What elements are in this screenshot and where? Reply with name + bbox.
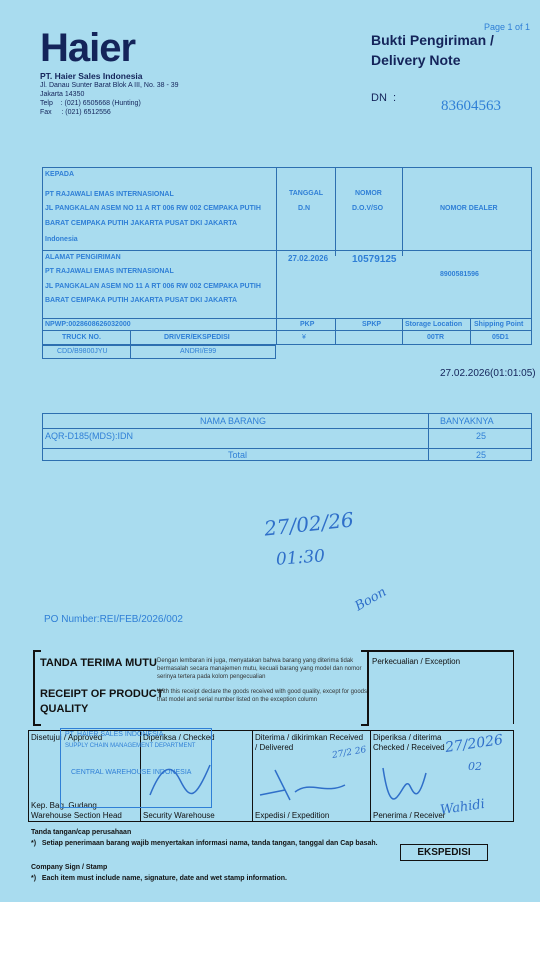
- dealer-label: NOMOR DEALER: [440, 205, 498, 212]
- col-banyaknya: BANYAKNYA: [440, 416, 494, 426]
- pkp-label: PKP: [300, 321, 315, 328]
- receiver-name-handwritten: Wahidi: [439, 796, 486, 819]
- consignee-name: PT RAJAWALI EMAS INTERNASIONAL: [45, 191, 174, 198]
- company-city: Jakarta 14350: [40, 91, 85, 98]
- shipping-point-value: 05D1: [492, 334, 509, 341]
- col-nama-barang: NAMA BARANG: [200, 416, 267, 426]
- sig-approved-label: Disetujui / Approved: [31, 733, 103, 742]
- handwritten-receive-date-2: 02: [468, 760, 482, 773]
- copy-label-ekspedisi: EKSPEDISI: [400, 844, 488, 861]
- truck-label: TRUCK NO.: [62, 334, 101, 341]
- driver-name: ANDRI/E99: [180, 348, 217, 355]
- delivery-date: 27.02.2026: [288, 254, 329, 263]
- pkp-value: ¥: [302, 334, 306, 341]
- handwritten-time: 01:30: [275, 546, 326, 570]
- storage-location-label: Storage Location: [405, 321, 463, 328]
- item-name: AQR-D185(MDS):IDN: [45, 431, 134, 441]
- spkp-label: SPKP: [362, 321, 382, 328]
- dn-number: 83604563: [441, 98, 501, 114]
- dn-label: DN :: [371, 92, 397, 104]
- company-phone: Telp : (021) 6505668 (Hunting): [40, 100, 141, 107]
- stamp-line-2: SUPPLY CHAIN MANAGEMENT DEPARTMENT: [65, 743, 196, 749]
- total-label: Total: [228, 450, 248, 460]
- company-name: PT. Haier Sales Indonesia: [40, 71, 143, 81]
- total-qty: 25: [476, 450, 487, 460]
- truck-number: CDD/B9800JYU: [57, 348, 108, 355]
- order-number: 10579125: [352, 254, 397, 265]
- sig-approved-role: Kep. Bag. Gudang Warehouse Section Head: [31, 801, 122, 820]
- company-address: Jl. Danau Sunter Barat Blok A III, No. 38 - 39: [40, 82, 179, 89]
- sig-receiver-role: Penerima / Receiver: [373, 811, 446, 820]
- consignee-address-2: BARAT CEMPAKA PUTIH JAKARTA PUSAT DKI JAKARTA: [45, 220, 238, 227]
- receipt-title-en-2: QUALITY: [40, 703, 89, 715]
- haier-logo: Haier: [40, 26, 136, 70]
- stamp-line-1: PT. HAIER SALES INDONESIA: [65, 731, 164, 738]
- receipt-title-id: TANDA TERIMA MUTU: [40, 657, 157, 669]
- exception-label: Perkecualian / Exception: [372, 657, 461, 666]
- footer-note-en: *) Each item must include name, signature, date and wet stamp information.: [31, 875, 287, 882]
- company-sign-title-en: Company Sign / Stamp: [31, 864, 108, 871]
- shipping-point-label: Shipping Point: [474, 321, 524, 328]
- consignee-country: Indonesia: [45, 236, 78, 243]
- npwp: NPWP:0028608626032000: [45, 321, 131, 328]
- kepada-label: KEPADA: [45, 171, 75, 178]
- sig-checked-label: Diperiksa / Checked: [143, 733, 215, 742]
- driver-label: DRIVER/EKSPEDISI: [164, 334, 230, 341]
- delivery-address-2: BARAT CEMPAKA PUTIH JAKARTA PUSAT DKI JAKARTA: [45, 297, 238, 304]
- sig-received-label: Diperiksa / diterima Checked / Received: [373, 733, 445, 752]
- consignee-address-1: JL PANGKALAN ASEM NO 11 A RT 006 RW 002 CEMPAKA PUTIH: [45, 205, 261, 212]
- sig-delivered-label: Diterima / dikirimkan Received / Delivered: [255, 733, 364, 752]
- handwritten-sign-date: 27/2 26: [331, 745, 368, 761]
- company-fax: Fax : (021) 6512556: [40, 109, 111, 116]
- po-number: PO Number:REI/FEB/2026/002: [44, 614, 183, 625]
- footer-note-id: *) Setiap penerimaan barang wajib menyertakan informasi nama, tanda tangan, tanggal dan Cap basah.: [31, 840, 378, 847]
- item-qty: 25: [476, 431, 487, 441]
- page-indicator: Page 1 of 1: [484, 22, 531, 32]
- sig-expedition-role: Expedisi / Expedition: [255, 811, 330, 820]
- stamp-line-3: CENTRAL WAREHOUSE INDONESIA: [71, 769, 192, 776]
- sig-checked-role: Security Warehouse: [143, 811, 215, 820]
- delivery-address-1: JL PANGKALAN ASEM NO 11 A RT 006 RW 002 CEMPAKA PUTIH: [45, 283, 261, 290]
- handwritten-note: Boon: [352, 584, 390, 615]
- receipt-title-en-1: RECEIPT OF PRODUCT: [40, 688, 164, 700]
- dealer-number: 8900581596: [440, 271, 479, 278]
- tanggal-value: D.N: [298, 205, 311, 212]
- nomor-value: D.O.V/SO: [352, 205, 384, 212]
- signature-receiver: [378, 758, 438, 813]
- handwritten-receive-date: 27/2026: [444, 732, 505, 756]
- nomor-label: NOMOR: [355, 190, 382, 197]
- tanggal-label: TANGGAL: [289, 190, 324, 197]
- receipt-text-id: Dengan lembaran ini juga, menyatakan bahwa barang yang diterima tidak bermasalah secara manajemen mutu, kecuali barang yang model dan nomor serinya tertera pada kolom pengecualian: [157, 658, 362, 680]
- company-sign-title-id: Tanda tangan/cap perusahaan: [31, 829, 132, 836]
- delivery-name: PT RAJAWALI EMAS INTERNASIONAL: [45, 268, 174, 275]
- storage-location-value: 00TR: [427, 334, 445, 341]
- handwritten-date: 27/02/26: [262, 507, 355, 541]
- doc-title-en: Delivery Note: [371, 52, 461, 68]
- alamat-label: ALAMAT PENGIRIMAN: [45, 254, 121, 261]
- doc-title-id: Bukti Pengiriman /: [371, 32, 494, 48]
- receipt-text-en: With this receipt declare the goods received with good quality, except for goods that model and serial number listed on the exception column: [157, 689, 368, 703]
- signature-checked: [140, 740, 250, 810]
- signature-delivered: [255, 750, 365, 810]
- print-timestamp: 27.02.2026(01:01:05): [440, 368, 536, 379]
